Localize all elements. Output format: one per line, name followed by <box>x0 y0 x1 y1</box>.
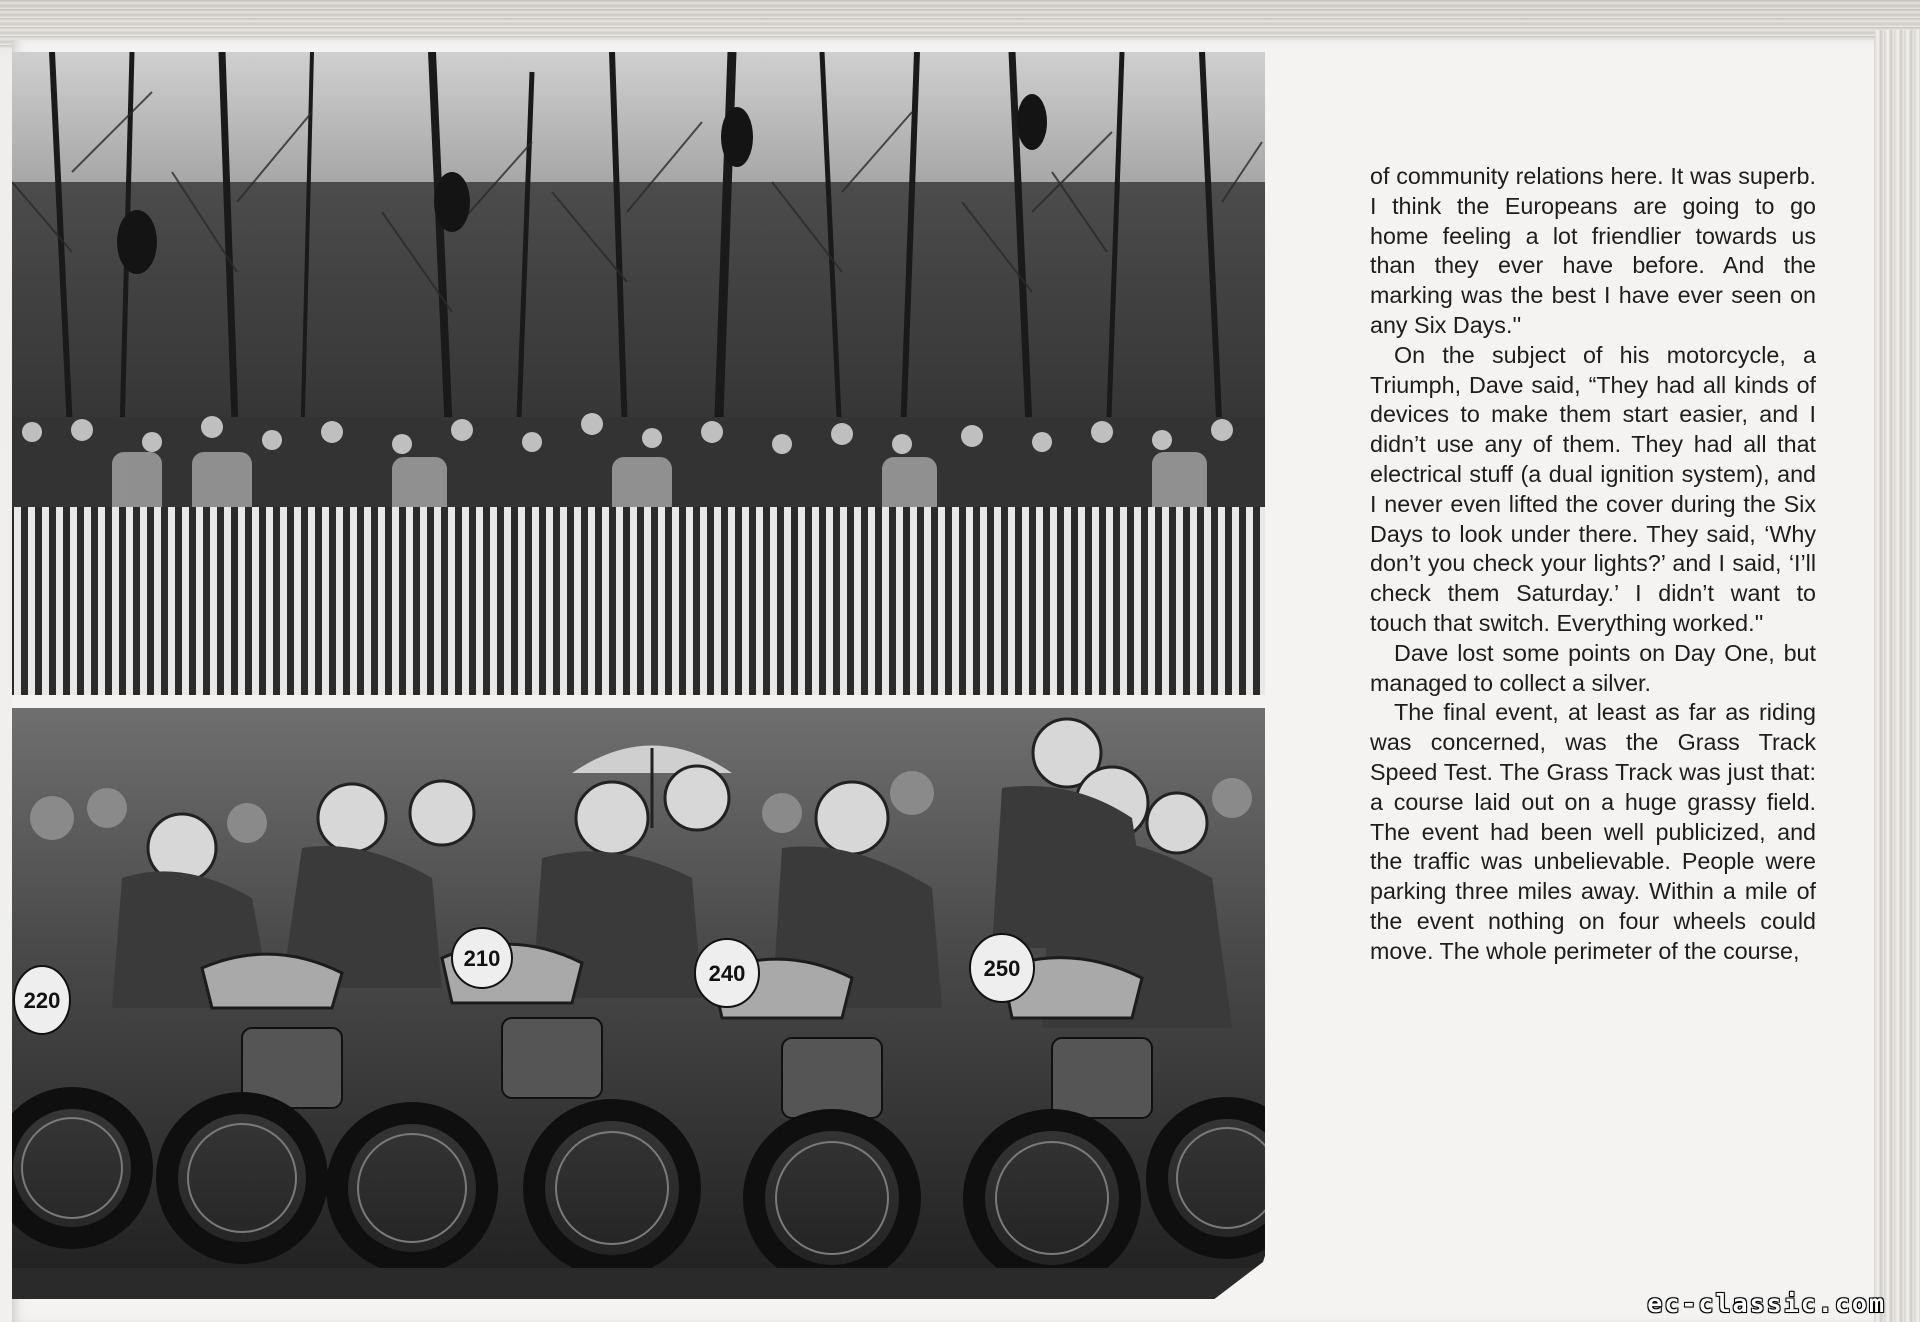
number-plate-240: 240 <box>708 961 746 986</box>
riders-start-image <box>12 708 1265 1299</box>
article-paragraph-1: of community relations here. It was superb. I think the Europeans are going to go home feeling a lot friendlier towards us than they ever have before. And the marking was the best I have ever seen on any Six Days.'' <box>1370 163 1816 338</box>
site-watermark: ec-classic.com <box>1647 1289 1886 1318</box>
photo-gutter <box>12 695 1265 708</box>
page-stack-right-edge <box>1874 30 1920 1322</box>
number-plate-220: 220 <box>23 988 61 1013</box>
spectators-fence-image <box>12 52 1265 695</box>
article-paragraph-3: Dave lost some points on Day One, but managed to collect a silver. <box>1370 639 1816 696</box>
photo-spectators-fence <box>12 52 1265 695</box>
article-paragraph-4: The final event, at least as far as riding was concerned, was the Grass Track Speed Test. The Grass Track was just that: a course laid out on a huge grassy field. The event had been well publicized, and the traffic was unbelievable. People were parking three miles away. Within a mile of the event nothing on four wheels could move. The whole perimeter of the course, <box>1370 699 1816 964</box>
photo-riders-start <box>12 708 1265 1299</box>
article-column <box>1370 162 1816 967</box>
number-plate-250: 250 <box>983 956 1021 981</box>
number-plate-210: 210 <box>463 946 501 971</box>
article-paragraph-2: On the subject of his motorcycle, a Triumph, Dave said, “They had all kinds of devices to make them start easier, and I didn’t use any of them. They had all that electrical stuff (a dual ignition system), and I never even lifted the cover during the Six Days to look under there. They said, ‘Why don’t you check your lights?’ and I said, ‘I’ll check them Saturday.’ I didn’t want to touch that switch. Everything worked.'' <box>1370 341 1816 636</box>
